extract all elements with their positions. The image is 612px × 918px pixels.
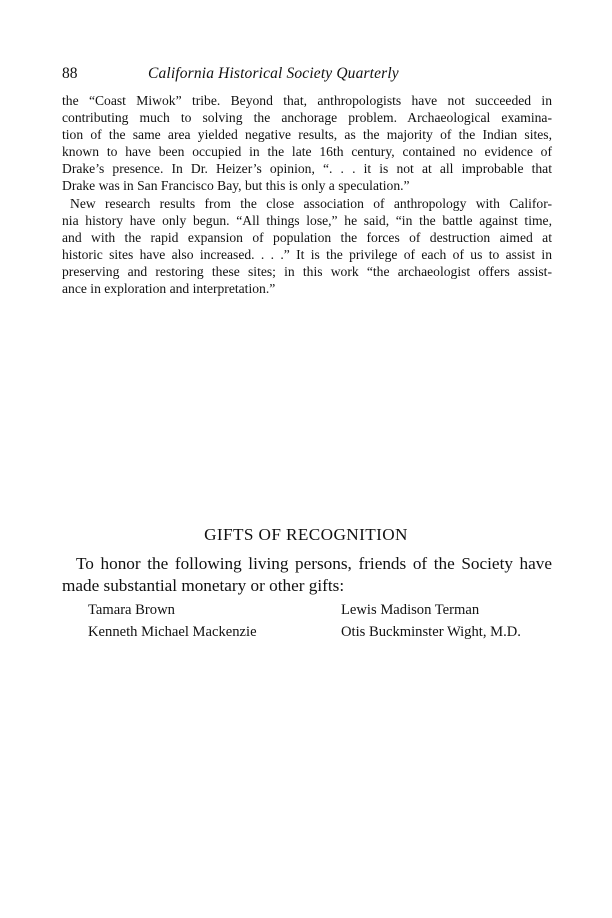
article-line: nia history have only begun. “All things lose,” he said, “in the battle against time, <box>62 212 552 228</box>
gifts-intro <box>62 553 552 597</box>
article-line: Drake’s presence. In Dr. Heizer’s opinion, “. . . it is not at all improbable that <box>62 161 552 177</box>
honoree-name: Otis Buckminster Wight, M.D. <box>341 624 521 640</box>
gifts-intro-line: made substantial monetary or other gifts: <box>62 576 345 595</box>
honoree-row <box>88 599 558 621</box>
journal-title: California Historical Society Quarterly <box>148 65 399 82</box>
article-line: ance in exploration and interpretation.” <box>62 281 276 297</box>
honoree-row <box>88 621 558 643</box>
page-number: 88 <box>62 65 78 82</box>
honoree-name: Lewis Madison Terman <box>341 602 480 618</box>
article-text <box>62 92 552 297</box>
article-line: New research results from the close association of anthropology with Califor- <box>70 195 552 211</box>
gifts-intro-line: To honor the following living persons, friends of the Society have <box>76 554 552 573</box>
article-line: and with the rapid expansion of population the forces of destruction aimed at <box>62 229 552 245</box>
article-line: contributing much to solving the anchorage problem. Archaeological examina- <box>62 110 552 126</box>
article-line: preserving and restoring these sites; in this work “the archaeologist offers assist- <box>62 263 552 279</box>
honoree-list <box>88 599 558 643</box>
honoree-name: Tamara Brown <box>88 602 175 618</box>
running-head <box>62 62 562 86</box>
article-line: the “Coast Miwok” tribe. Beyond that, anthropologists have not succeeded in <box>62 93 552 108</box>
article-line: historic sites have also increased. . . .” It is the privilege of each of us to assist in <box>62 246 552 262</box>
honoree-name: Kenneth Michael Mackenzie <box>88 624 257 640</box>
section-heading: GIFTS OF RECOGNITION <box>204 525 408 544</box>
article-line: tion of the same area yielded negative results, as the majority of the Indian sites, <box>62 127 552 143</box>
article-line: known to have been occupied in the late 16th century, contained no evidence of <box>62 144 552 160</box>
article-line: Drake was in San Francisco Bay, but this is only a speculation.” <box>62 178 410 194</box>
